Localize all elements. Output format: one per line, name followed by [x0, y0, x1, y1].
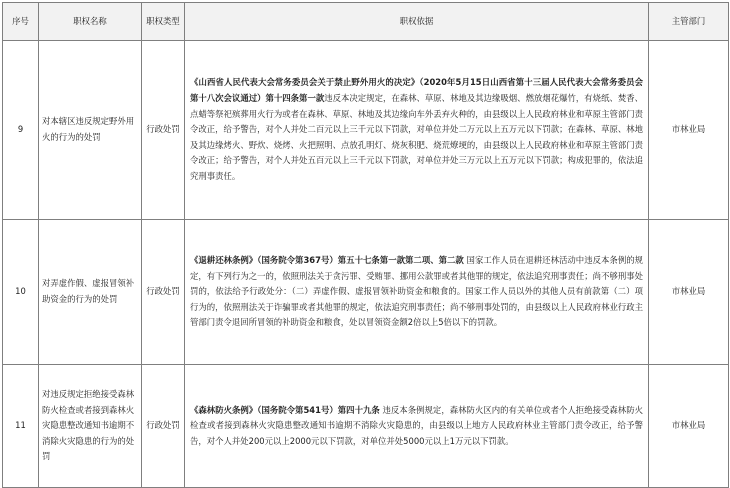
basis-text: 国家工作人员在退耕还林活动中违反本条例的规定，有下列行为之一的，依照刑法关于贪污罪、受贿罪、挪用公款罪或者其他罪的规定，依法追究刑事责任；尚不够刑事处罚的，依法给予行政处分：（二）弄虚作假、虚报冒领补助资金和粮食的。国家工作人员以外的其他人员有前款第（二）项行为的，依照刑法关于诈骗罪或者其他罪的规定，依法追究刑事责任；尚不够刑事处罚的，由县级以上人民政府林业行政主管部门责令退回所冒领的补助资金和粮食，处以冒领资金额2倍以上5倍以下的罚款。 — [190, 255, 643, 328]
basis-citation: 《山西省人民代表大会常务委员会关于禁止野外用火的决定》（2020年5月15日山西省第十三届人民代表大会常务委员会第十八次会议通过）第十四条第一款 — [190, 77, 643, 104]
table-row — [3, 365, 729, 488]
row-dept: 市林业局 — [649, 220, 729, 365]
row-name: 对弄虚作假、虚报冒领补助资金的行为的处罚 — [39, 220, 142, 365]
header-num: 序号 — [3, 3, 39, 41]
header-dept: 主管部门 — [649, 3, 729, 41]
authority-table — [2, 2, 729, 488]
row-type: 行政处罚 — [142, 365, 185, 488]
basis-text: 违反本决定规定，在森林、草原、林地及其边缘吸烟、燃放烟花爆竹，有烧纸、焚香、点蜡等祭祀殡葬用火行为或者在森林、草原、林地及其边缘向车外丢弃火种的，由县级以上人民政府林业和草原主管部门责令改正，给予警告，对个人并处二百元以上三千元以下罚款，对单位并处二万元以上五万元以下罚款；在森林、草原、林地及其边缘烤火、野炊、烧烤、火把照明、点放孔明灯、烧灰积肥、烧荒燎埂的，由县级以上人民政府林业和草原主管部门责令改正；给予警告，对个人并处五百元以上三千元以下罚款，对单位并处三万元以上五万元以下罚款；构成犯罪的，依法追究刑事责任。 — [190, 93, 644, 181]
row-type: 行政处罚 — [142, 220, 185, 365]
basis-citation: 《森林防火条例》（国务院令第541号）第四十九条 — [190, 404, 380, 415]
row-basis — [185, 41, 649, 220]
row-num: 11 — [3, 365, 39, 488]
row-dept: 市林业局 — [649, 41, 729, 220]
basis-text: 违反本条例规定，森林防火区内的有关单位或者个人拒绝接受森林防火检查或者接到森林火灾隐患整改通知书逾期不消除火灾隐患的，由县级以上地方人民政府林业主管部门责令改正，给予警告，对个人并处200元以上2000元以下罚款，对单位并处5000元以上1万元以下罚款。 — [190, 404, 643, 446]
header-row — [3, 3, 729, 41]
row-basis — [185, 365, 649, 488]
row-num: 10 — [3, 220, 39, 365]
row-name: 对本辖区违反规定野外用火的行为的处罚 — [39, 41, 142, 220]
row-type: 行政处罚 — [142, 41, 185, 220]
row-num: 9 — [3, 41, 39, 220]
row-name: 对违反规定拒绝接受森林防火检查或者接到森林火灾隐患整改通知书逾期不消除火灾隐患的行为的处罚 — [39, 365, 142, 488]
basis-citation: 《退耕还林条例》（国务院令第367号）第五十七条第一款第二项、第二款 — [190, 255, 464, 266]
table-row — [3, 220, 729, 365]
row-dept: 市林业局 — [649, 365, 729, 488]
header-name: 职权名称 — [39, 3, 142, 41]
header-basis: 职权依据 — [185, 3, 649, 41]
row-basis — [185, 220, 649, 365]
header-type: 职权类型 — [142, 3, 185, 41]
table-row — [3, 41, 729, 220]
